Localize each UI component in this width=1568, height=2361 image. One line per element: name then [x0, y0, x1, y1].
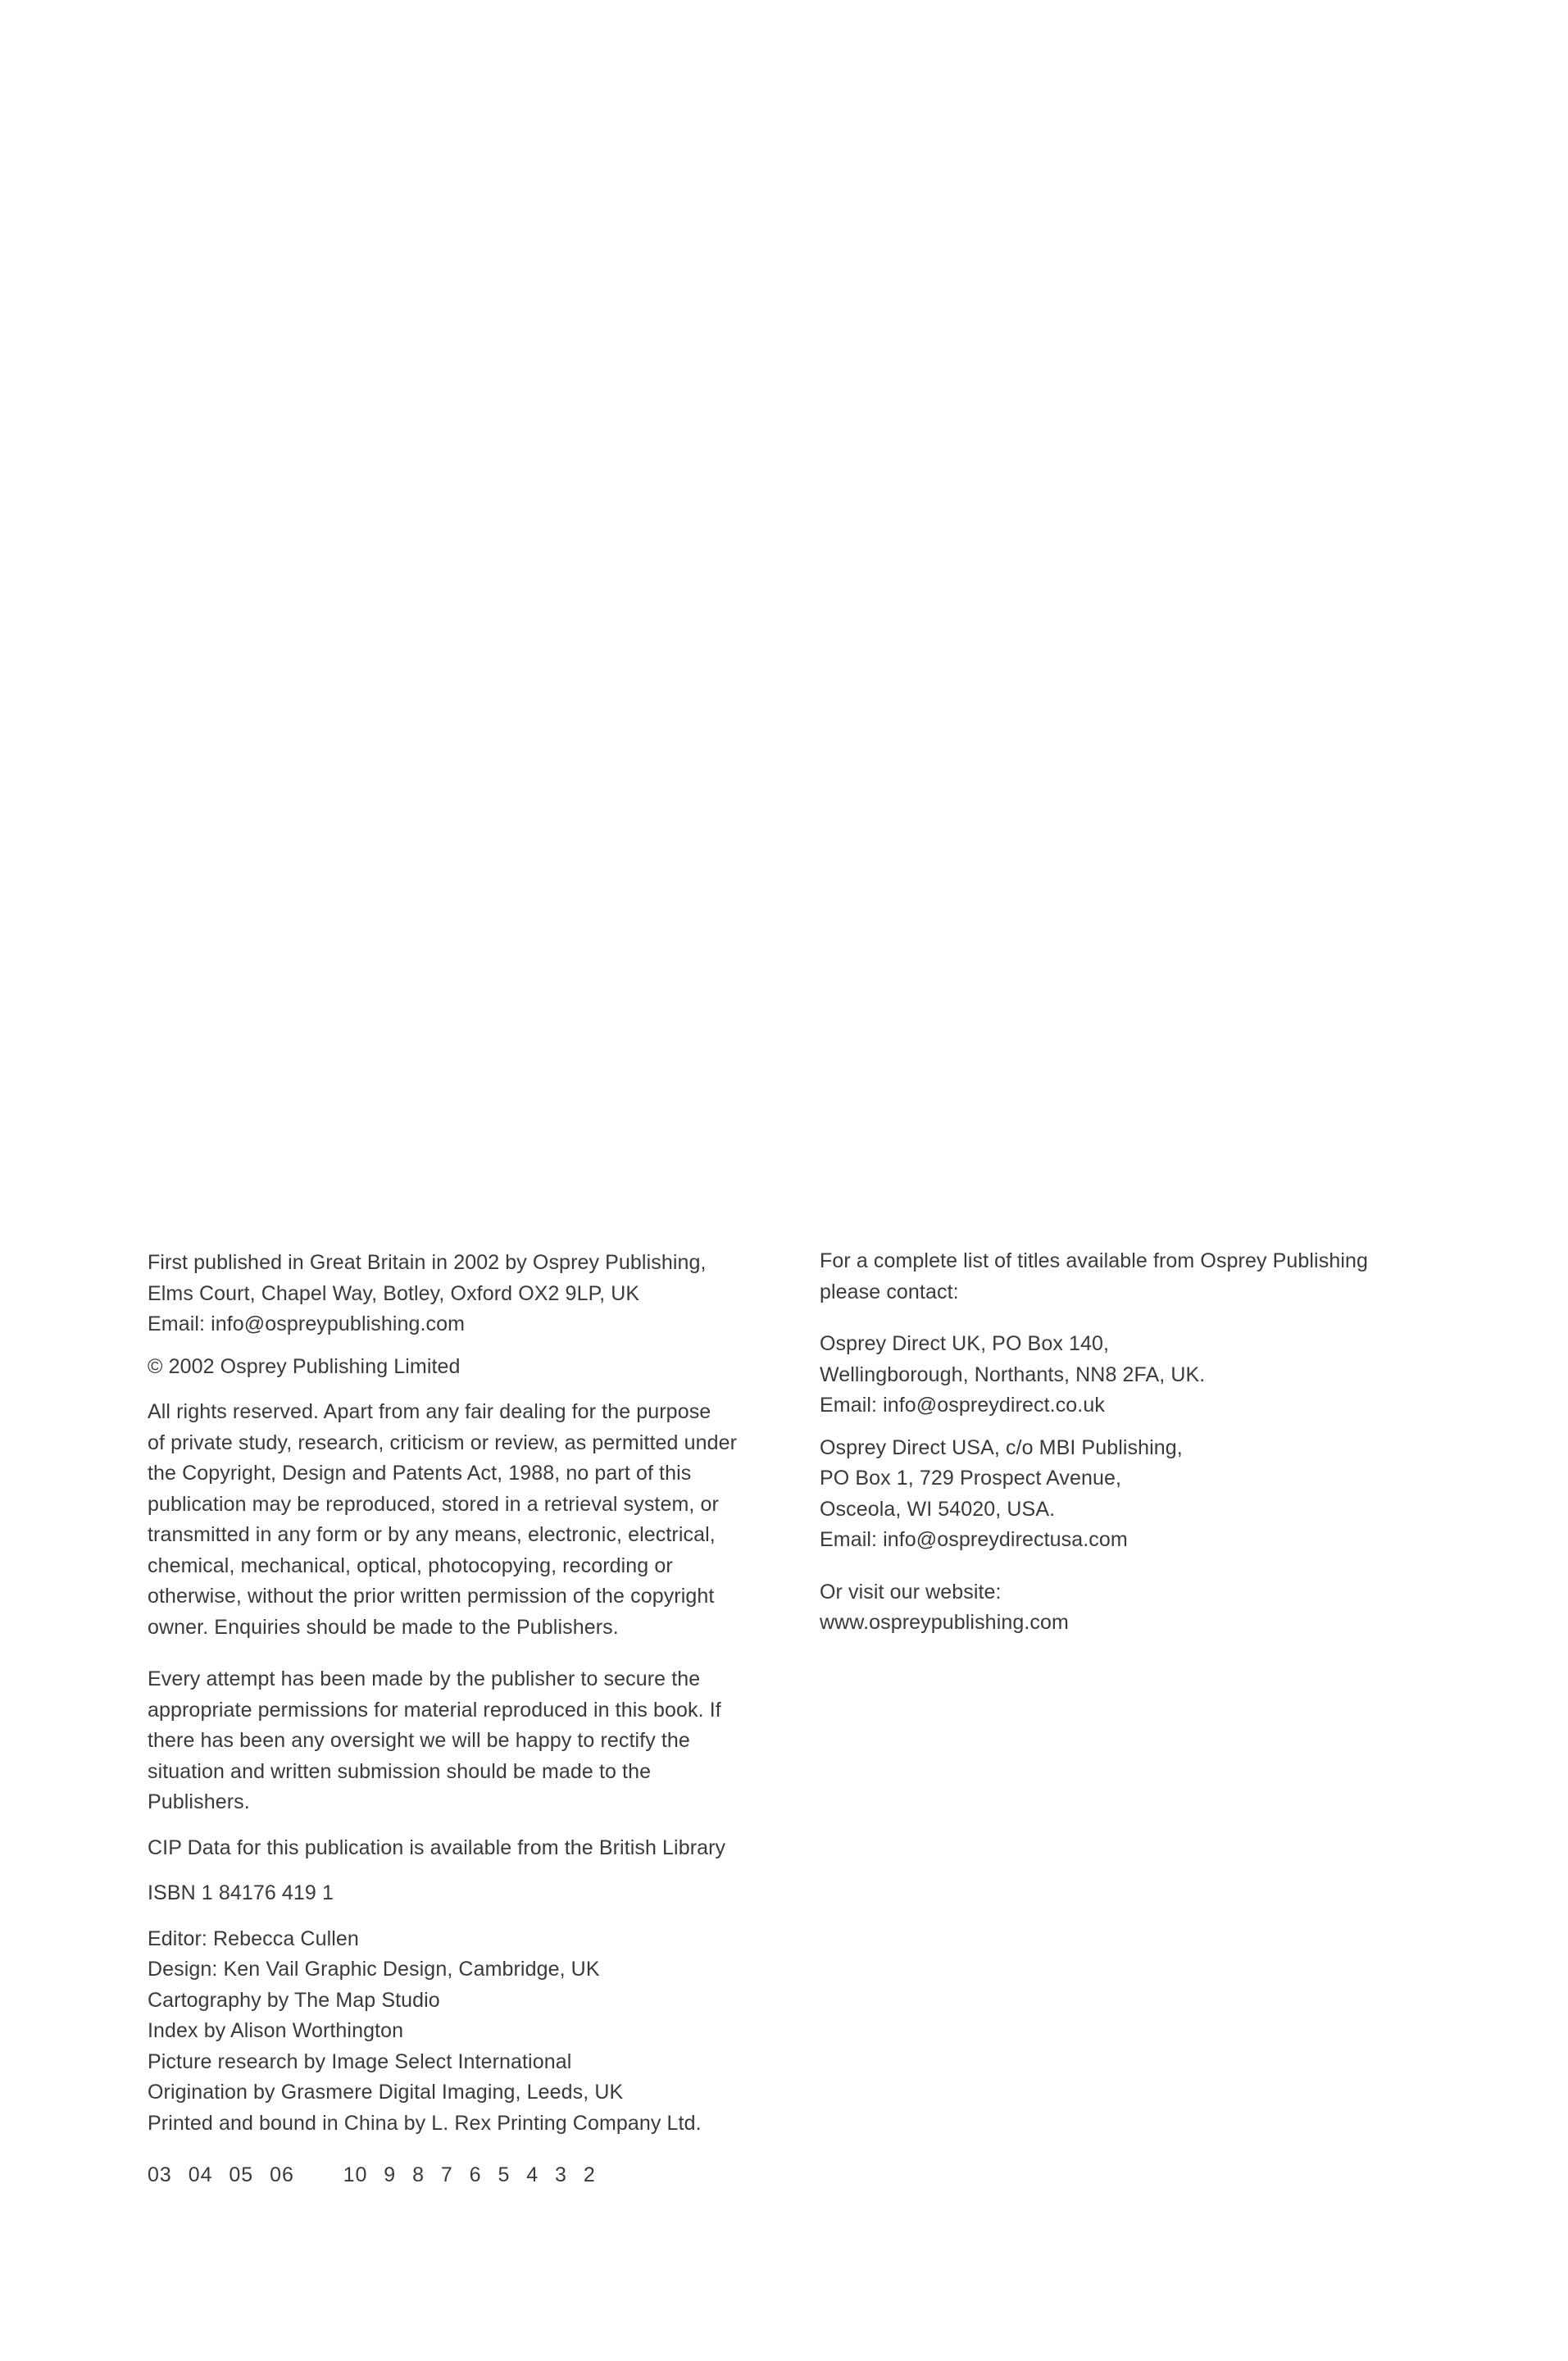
email-line: Email: info@ospreypublishing.com	[148, 1312, 466, 1335]
left-column	[148, 1248, 770, 2191]
credit-line: Origination by Grasmere Digital Imaging, Leeds, UK	[148, 2081, 624, 2104]
rights-block	[148, 1397, 770, 1643]
permissions-line: situation and written submission should be made to the	[148, 1759, 652, 1783]
uk-contact-line: Osprey Direct UK, PO Box 140,	[820, 1332, 1110, 1355]
right-column	[820, 1246, 1443, 1639]
usa-contact-line: PO Box 1, 729 Prospect Avenue,	[820, 1467, 1122, 1490]
publisher-block	[148, 1248, 770, 1340]
rights-line: publication may be reproduced, stored in a retrieval system, or	[148, 1492, 719, 1516]
website-block	[820, 1577, 1443, 1639]
copyright-line: © 2002 Osprey Publishing Limited	[148, 1354, 461, 1378]
isbn-block	[148, 1878, 770, 1909]
website-label: Or visit our website:	[820, 1580, 1002, 1604]
cip-block	[148, 1833, 770, 1864]
rights-line: All rights reserved. Apart from any fair dealing for the purpose	[148, 1400, 711, 1423]
publisher-line: First published in Great Britain in 2002 by Osprey Publishing,	[148, 1251, 707, 1274]
rights-line: transmitted in any form or by any means, electronic, electrical,	[148, 1523, 716, 1546]
rights-line: of private study, research, criticism or review, as permitted under	[148, 1431, 738, 1454]
permissions-line: there has been any oversight we will be happy to rectify the	[148, 1729, 690, 1752]
credit-line: Cartography by The Map Studio	[148, 1988, 440, 2012]
cip-line: CIP Data for this publication is available from the British Library	[148, 1836, 726, 1859]
intro-line: please contact:	[820, 1280, 959, 1303]
usa-contact-line: Osprey Direct USA, c/o MBI Publishing,	[820, 1435, 1183, 1459]
print-line-block	[148, 2160, 770, 2191]
website-url: www.ospreypublishing.com	[820, 1611, 1069, 1634]
rights-line: owner. Enquiries should be made to the Publishers.	[148, 1615, 619, 1639]
permissions-line: Publishers.	[148, 1790, 250, 1813]
usa-contact-line: Osceola, WI 54020, USA.	[820, 1497, 1056, 1521]
credits-block	[148, 1924, 770, 2140]
uk-email-line: Email: info@ospreydirect.co.uk	[820, 1394, 1105, 1417]
rights-line: otherwise, without the prior written permission of the copyright	[148, 1585, 715, 1608]
uk-contact-block	[820, 1329, 1443, 1422]
uk-contact-line: Wellingborough, Northants, NN8 2FA, UK.	[820, 1362, 1206, 1386]
permissions-line: appropriate permissions for material reproduced in this book. If	[148, 1698, 721, 1722]
intro-line: For a complete list of titles available from Osprey Publishing	[820, 1249, 1368, 1272]
print-line: 03 04 05 06 10 9 8 7 6 5 4 3 2	[148, 2163, 596, 2186]
permissions-line: Every attempt has been made by the publisher to secure the	[148, 1667, 701, 1690]
credit-line: Picture research by Image Select International	[148, 2049, 572, 2073]
rights-line: the Copyright, Design and Patents Act, 1988, no part of this	[148, 1462, 692, 1485]
credit-line: Index by Alison Worthington	[148, 2019, 404, 2042]
credit-line: Design: Ken Vail Graphic Design, Cambridge, UK	[148, 1958, 600, 1981]
copyright-notice	[148, 1352, 770, 1383]
credit-line: Printed and bound in China by L. Rex Printing Company Ltd.	[148, 2111, 702, 2135]
isbn-line: ISBN 1 84176 419 1	[148, 1881, 334, 1904]
contact-intro-block	[820, 1246, 1443, 1308]
address-line: Elms Court, Chapel Way, Botley, Oxford OX2 9LP, UK	[148, 1281, 640, 1305]
credit-line: Editor: Rebecca Cullen	[148, 1927, 359, 1950]
permissions-block	[148, 1664, 770, 1818]
rights-line: chemical, mechanical, optical, photocopying, recording or	[148, 1554, 673, 1577]
usa-contact-block	[820, 1433, 1443, 1556]
usa-email-line: Email: info@ospreydirectusa.com	[820, 1528, 1128, 1551]
